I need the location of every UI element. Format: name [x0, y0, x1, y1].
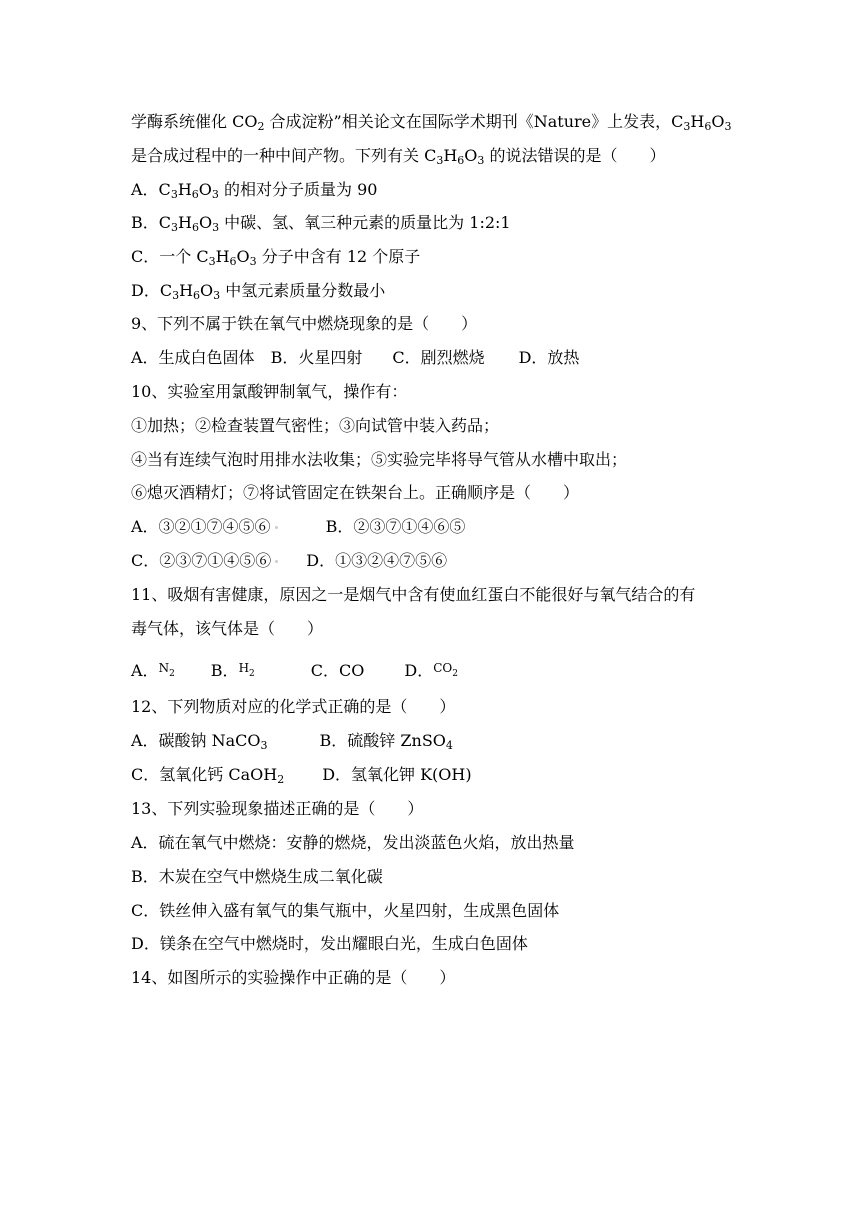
q12-options-row-1 [131, 730, 453, 752]
q8-option-a: A．$C_3H_6O_3$ 的相对分子质量为 90 [131, 180, 378, 201]
q9-option-d: D．放热 [518, 348, 580, 367]
q10-steps-line-2: ④当有连续气泡时用排水法收集；⑤实验完毕将导气管从水槽中取出； [131, 450, 628, 469]
q11-stem-line-1: 11、吸烟有害健康，原因之一是烟气中含有使血红蛋白不能很好与氧气结合的有 [131, 585, 696, 604]
q12-options-row-2 [131, 764, 472, 786]
q11-option-a: A．$^{N_2}$ [131, 661, 175, 680]
q9-option-a: A．生成白色固体 [131, 348, 255, 367]
q10-stem: 10、实验室用氯酸钾制氧气，操作有： [131, 382, 408, 401]
q10-steps-line-3: ⑥熄灭酒精灯；⑦将试管固定在铁架台上。正确顺序是（ ） [131, 483, 580, 502]
q9-options [131, 347, 579, 369]
stray-dot-mark [275, 560, 278, 563]
q11-option-c: C．CO [310, 661, 365, 680]
q11-option-b: B．$^{H_2}$ [210, 661, 255, 680]
q13-option-c: C．铁丝伸入盛有氧气的集气瓶中，火星四射，生成黑色固体 [131, 901, 560, 920]
q8-option-d: D．$C_3H_6O_3$ 中氢元素质量分数最小 [131, 281, 386, 302]
q10-steps-line-1: ①加热；②检查装置气密性；③向试管中装入药品； [131, 416, 500, 435]
q10-options-row-1 [131, 516, 465, 538]
q9-option-c: C．剧烈燃烧 [392, 348, 485, 367]
q9-stem: 9、下列不属于铁在氧气中燃烧现象的是（ ） [131, 314, 478, 333]
q13-option-b: B．木炭在空气中燃烧生成二氧化碳 [131, 867, 383, 886]
q11-options [131, 657, 458, 682]
q12-option-c: C．氢氧化钙 CaOH$_2$ [131, 765, 285, 786]
q12-option-a: A．碳酸钠 NaCO$_3$ [131, 731, 268, 752]
q13-option-d: D．镁条在空气中燃烧时，发出耀眼白光，生成白色固体 [131, 934, 528, 953]
stray-dot-mark [275, 526, 278, 529]
q12-stem: 12、下列物质对应的化学式正确的是（ ） [131, 697, 456, 716]
q13-option-a: A．硫在氧气中燃烧：安静的燃烧，发出淡蓝色火焰，放出热量 [131, 833, 575, 852]
q8-stem-line-1: 学酶系统催化 $CO_2$ 合成淀粉”相关论文在国际学术期刊《Nature》上发表，$C_3H_6O_3$ [131, 112, 732, 133]
q10-option-a: A．③②①⑦④⑤⑥ [131, 517, 271, 536]
q11-option-d: D．$^{CO_2}$ [404, 661, 458, 680]
q8-stem-line-2: 是合成过程中的一种中间产物。下列有关 $C_3H_6O_3$ 的说法错误的是（ ） [131, 146, 666, 167]
q12-option-d: D．氢氧化钾 K(OH) [322, 765, 472, 784]
q10-option-d: D．①③②④⑦⑤⑥ [306, 551, 448, 570]
q9-option-b: B．火星四射 [270, 348, 363, 367]
q10-options-row-2 [131, 550, 447, 572]
q12-option-b: B．硫酸锌 ZnSO$_4$ [319, 731, 453, 752]
q8-option-b: B．$C_3H_6O_3$ 中碳、氢、氧三种元素的质量比为 1:2:1 [131, 213, 511, 234]
q14-stem: 14、如图所示的实验操作中正确的是（ ） [131, 968, 456, 987]
q13-stem: 13、下列实验现象描述正确的是（ ） [131, 799, 424, 818]
q8-option-c: C．一个 $C_3H_6O_3$ 分子中含有 12 个原子 [131, 247, 421, 268]
q10-option-c: C．②③⑦①④⑤⑥ [131, 551, 272, 570]
q10-option-b: B．②③⑦①④⑥⑤ [325, 517, 466, 536]
q11-stem-line-2: 毒气体，该气体是（ ） [131, 619, 324, 638]
